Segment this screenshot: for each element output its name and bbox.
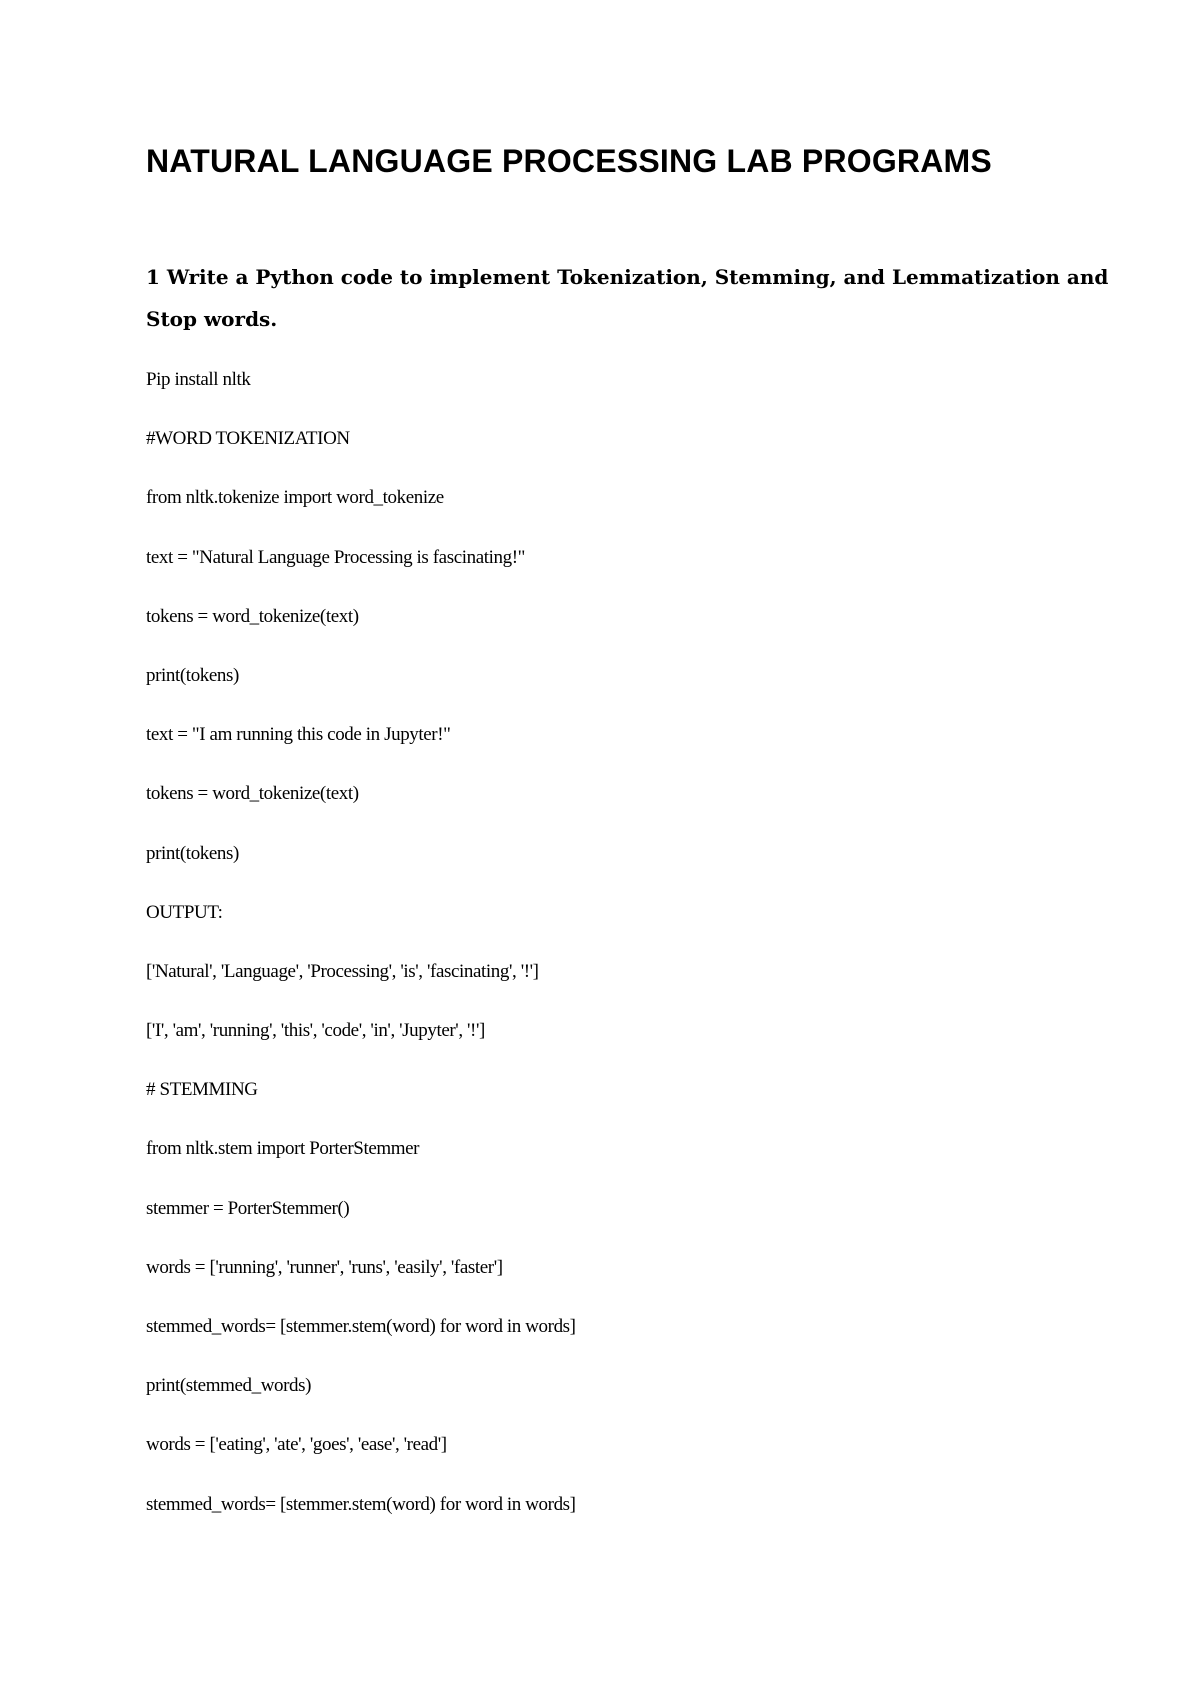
output-line: ['I', 'am', 'running', 'this', 'code', 'in', 'Jupyter', '!']	[146, 1020, 485, 1042]
code-line: print(stemmed_words)	[146, 1375, 312, 1397]
code-listing	[146, 367, 576, 1551]
code-line: Pip install nltk	[146, 369, 251, 390]
section-comment: # STEMMING	[146, 1079, 258, 1101]
code-line: text = "I am running this code in Jupyter!"	[146, 724, 451, 746]
code-line: print(tokens)	[146, 664, 239, 686]
code-line: text = "Natural Language Processing is fascinating!"	[146, 546, 525, 568]
output-label: OUTPUT:	[146, 901, 223, 923]
document-title: NATURAL LANGUAGE PROCESSING LAB PROGRAMS	[146, 143, 992, 179]
code-line: stemmed_words= [stemmer.stem(word) for word in words]	[146, 1493, 576, 1515]
code-line: tokens = word_tokenize(text)	[146, 783, 359, 805]
code-line: from nltk.tokenize import word_tokenize	[146, 487, 444, 509]
code-line: from nltk.stem import PorterStemmer	[146, 1138, 420, 1160]
output-line: ['Natural', 'Language', 'Processing', 'is', 'fascinating', '!']	[146, 960, 539, 982]
code-line: stemmed_words= [stemmer.stem(word) for word in words]	[146, 1316, 576, 1337]
code-line: tokens = word_tokenize(text)	[146, 605, 359, 627]
code-line: words = ['eating', 'ate', 'goes', 'ease', 'read']	[146, 1434, 447, 1456]
question-line-2: Stop words.	[146, 307, 278, 331]
code-line: #WORD TOKENIZATION	[146, 428, 350, 450]
question-heading	[146, 256, 1109, 340]
code-line: words = ['running', 'runner', 'runs', 'easily', 'faster']	[146, 1256, 503, 1278]
code-line: print(tokens)	[146, 842, 239, 864]
code-line: stemmer = PorterStemmer()	[146, 1197, 350, 1219]
question-line-1: 1 Write a Python code to implement Tokenization, Stemming, and Lemmatization and	[146, 265, 1109, 289]
